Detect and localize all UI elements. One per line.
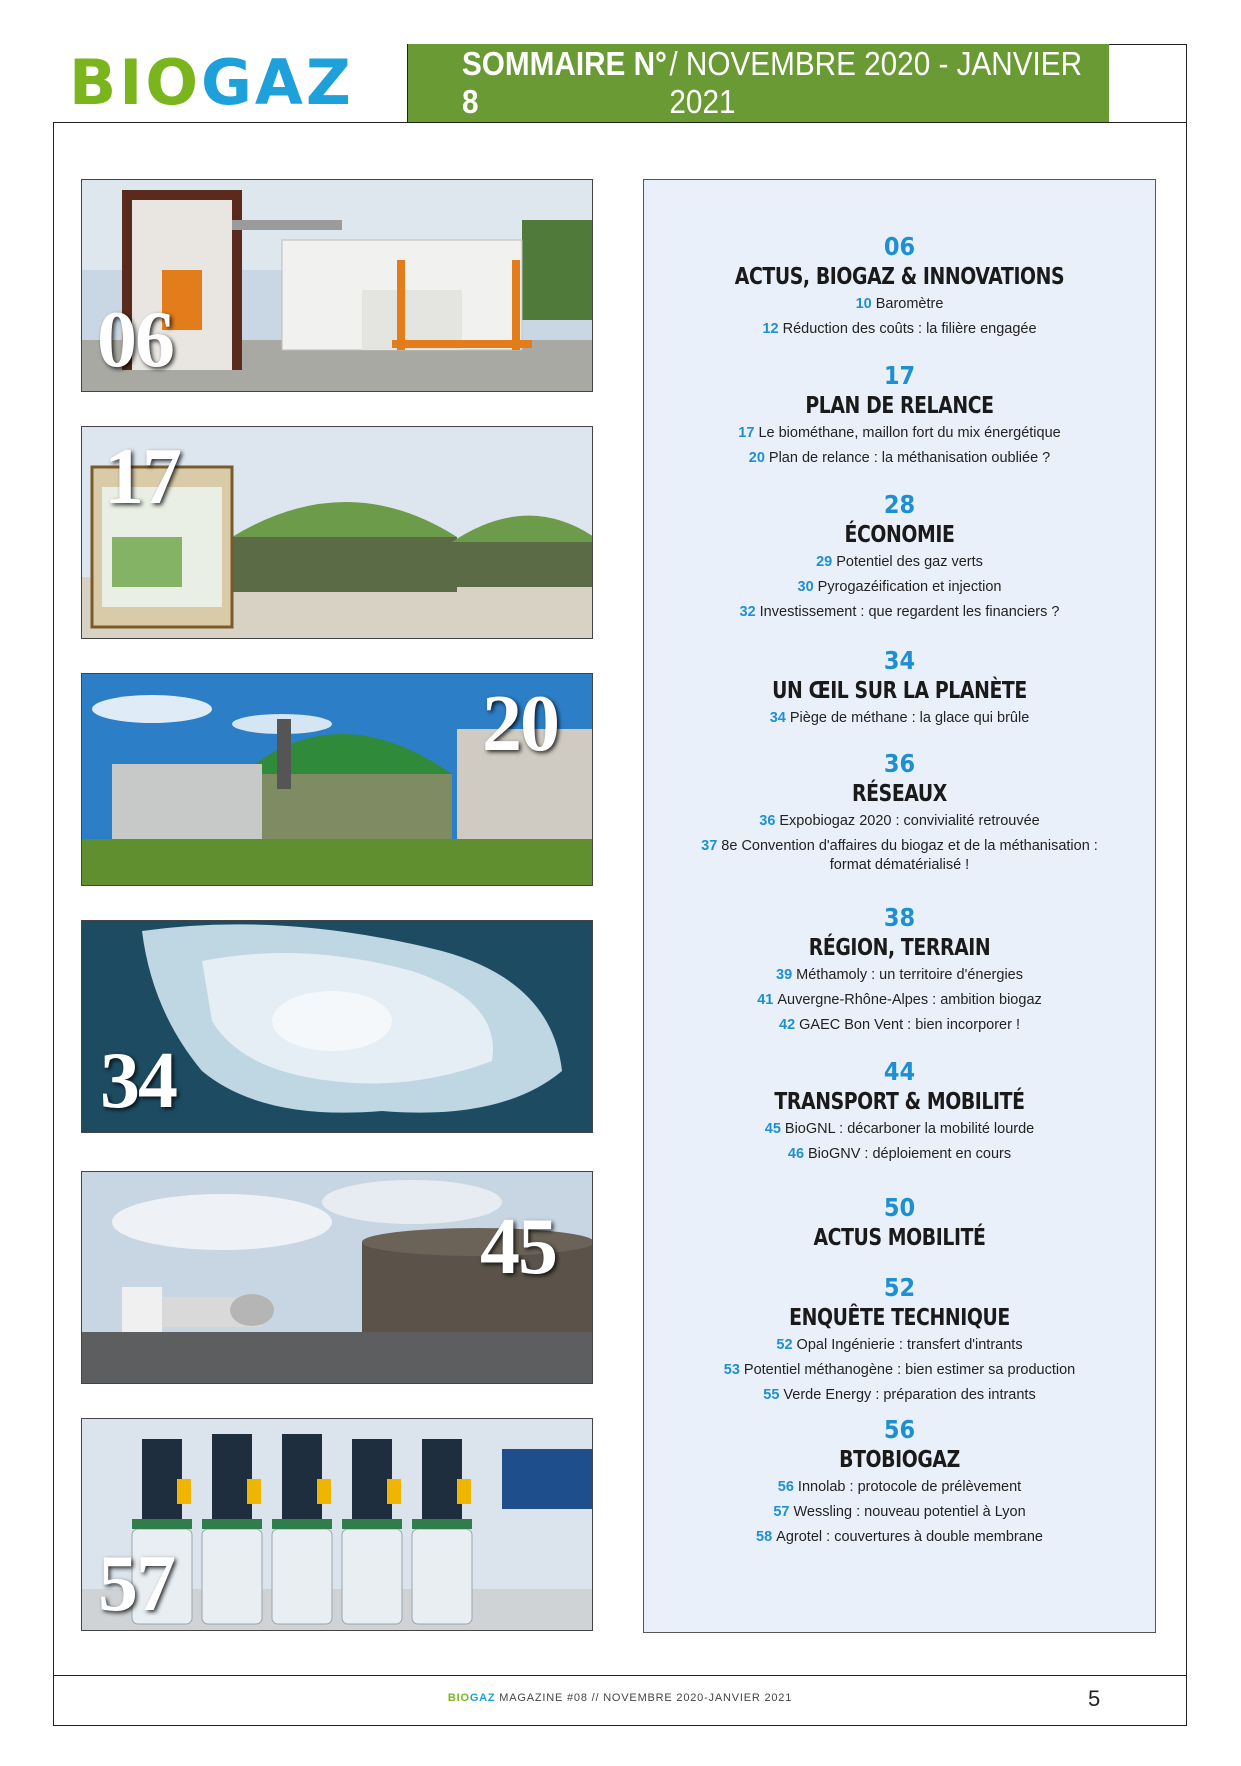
item-page-number: 41	[757, 992, 774, 1008]
photo-ice	[81, 920, 593, 1133]
item-title: Plan de relance : la méthanisation oubliée ?	[768, 450, 1051, 466]
item-page-number: 46	[787, 1146, 805, 1162]
item-title: Pyrogazéification et injection	[817, 579, 1002, 595]
issue-period: / NOVEMBRE 2020 - JANVIER 2021	[669, 45, 1083, 120]
item-page-number: 42	[779, 1017, 796, 1033]
item-title: Baromètre	[875, 296, 944, 312]
toc-item	[644, 706, 1155, 731]
header	[53, 44, 1187, 122]
toc-item	[644, 1333, 1155, 1358]
footer-brand-bio: BIO	[447, 1692, 470, 1704]
toc-section	[644, 232, 1155, 342]
item-page-number: 56	[777, 1479, 794, 1495]
toc-section	[644, 749, 1155, 875]
section-title: UN ŒIL SUR LA PLANÈTE	[772, 678, 1027, 704]
item-title: Expobiogaz 2020 : convivialité retrouvée	[779, 813, 1040, 829]
item-title: Agrotel : couvertures à double membrane	[776, 1529, 1043, 1545]
photo-number: 34	[100, 1037, 176, 1125]
item-page-number: 34	[769, 710, 786, 726]
item-title: Piège de méthane : la glace qui brûle	[789, 710, 1030, 726]
toc-item	[644, 1117, 1155, 1142]
toc-item	[644, 809, 1155, 834]
toc-section	[644, 490, 1155, 625]
section-page-number: 56	[883, 1415, 916, 1444]
toc-item	[644, 292, 1155, 317]
item-title: Wessling : nouveau potentiel à Lyon	[793, 1504, 1026, 1520]
item-page-number: 30	[797, 579, 814, 595]
item-title: Potentiel méthanogène : bien estimer sa production	[743, 1362, 1076, 1378]
toc-section	[644, 361, 1155, 471]
item-page-number: 17	[738, 425, 755, 441]
item-page-number: 57	[773, 1504, 790, 1520]
photo-station	[81, 1171, 593, 1384]
toc-item	[644, 1475, 1155, 1500]
section-page-number: 28	[883, 490, 916, 519]
item-title: 8e Convention d'affaires du biogaz et de la méthanisation : format dématérialisé !	[721, 838, 1098, 873]
toc-section	[644, 1415, 1155, 1550]
toc-item	[644, 317, 1155, 342]
page-number: 5	[1088, 1686, 1101, 1711]
table-of-contents	[643, 179, 1156, 1633]
photo-green-domes	[81, 673, 593, 886]
toc-item	[644, 575, 1155, 600]
item-page-number: 12	[762, 321, 779, 337]
issue-title	[408, 44, 1109, 122]
section-page-number: 52	[883, 1273, 916, 1302]
section-title: TRANSPORT & MOBILITÉ	[774, 1089, 1025, 1115]
toc-item	[644, 421, 1155, 446]
item-page-number: 53	[723, 1362, 740, 1378]
footer-brand-gaz: GAZ	[469, 1692, 496, 1704]
item-page-number: 52	[776, 1337, 793, 1353]
item-title: Réduction des coûts : la filière engagée	[782, 321, 1037, 337]
item-title: BioGNL : décarboner la mobilité lourde	[784, 1121, 1035, 1137]
toc-item	[644, 1525, 1155, 1550]
item-title: Verde Energy : préparation des intrants	[783, 1387, 1036, 1403]
item-page-number: 36	[759, 813, 776, 829]
item-page-number: 39	[776, 967, 793, 983]
item-title: Potentiel des gaz verts	[836, 554, 983, 570]
item-title: Opal Ingénierie : transfert d'intrants	[796, 1337, 1023, 1353]
section-title: ACTUS, BIOGAZ & INNOVATIONS	[734, 264, 1065, 290]
photo-number: 45	[480, 1203, 556, 1291]
toc-item	[644, 446, 1155, 471]
photo-number: 57	[98, 1540, 174, 1628]
item-page-number: 37	[701, 838, 718, 854]
photo-number: 20	[482, 680, 558, 768]
section-page-number: 38	[883, 903, 916, 932]
header-divider	[53, 122, 1187, 123]
toc-item	[644, 1383, 1155, 1408]
item-page-number: 58	[756, 1529, 773, 1545]
footer	[53, 1692, 1187, 1704]
toc-item	[644, 1142, 1155, 1167]
toc-section	[644, 903, 1155, 1038]
toc-item	[644, 1013, 1155, 1038]
item-page-number: 29	[816, 554, 833, 570]
footer-text: MAGAZINE #08 // NOVEMBRE 2020-JANVIER 2021	[495, 1692, 793, 1704]
photo-equipment	[81, 179, 593, 392]
section-title: ACTUS MOBILITÉ	[813, 1225, 986, 1251]
section-title: PLAN DE RELANCE	[805, 393, 994, 419]
item-title: Le biométhane, maillon fort du mix énergétique	[758, 425, 1061, 441]
toc-item	[644, 600, 1155, 625]
toc-section	[644, 646, 1155, 731]
toc-item	[644, 834, 1155, 875]
issue-number: SOMMAIRE N° 8	[462, 45, 667, 120]
item-page-number: 32	[739, 604, 756, 620]
section-title: RÉSEAUX	[852, 781, 947, 807]
toc-section	[644, 1057, 1155, 1167]
toc-section	[644, 1193, 1155, 1253]
toc-item	[644, 1358, 1155, 1383]
section-title: ÉCONOMIE	[844, 522, 955, 548]
photo-domes	[81, 426, 593, 639]
item-page-number: 45	[764, 1121, 781, 1137]
section-page-number: 34	[883, 646, 916, 675]
section-title: ENQUÊTE TECHNIQUE	[789, 1305, 1010, 1331]
item-title: Méthamoly : un territoire d'énergies	[796, 967, 1023, 983]
toc-item	[644, 988, 1155, 1013]
section-title: RÉGION, TERRAIN	[808, 935, 991, 961]
item-title: Auvergne-Rhône-Alpes : ambition biogaz	[777, 992, 1042, 1008]
toc-section	[644, 1273, 1155, 1408]
section-page-number: 36	[883, 749, 916, 778]
item-title: Innolab : protocole de prélèvement	[797, 1479, 1022, 1495]
logo	[53, 44, 408, 122]
section-page-number: 06	[883, 232, 916, 261]
item-title: Investissement : que regardent les financiers ?	[759, 604, 1060, 620]
item-page-number: 20	[748, 450, 765, 466]
section-page-number: 44	[883, 1057, 916, 1086]
item-title: BioGNV : déploiement en cours	[808, 1146, 1012, 1162]
toc-item	[644, 963, 1155, 988]
toc-item	[644, 1500, 1155, 1525]
photo-lab	[81, 1418, 593, 1631]
toc-item	[644, 550, 1155, 575]
photo-number: 17	[104, 433, 180, 521]
section-title: BTOBIOGAZ	[839, 1447, 960, 1473]
section-page-number: 50	[883, 1193, 916, 1222]
item-page-number: 55	[763, 1387, 780, 1403]
logo-text-bio: BIO	[69, 46, 202, 119]
photo-number: 06	[97, 296, 173, 384]
footer-divider	[53, 1675, 1187, 1676]
logo-text-gaz: GAZ	[201, 46, 354, 119]
item-page-number: 10	[855, 296, 872, 312]
section-page-number: 17	[883, 361, 916, 390]
item-title: GAEC Bon Vent : bien incorporer !	[799, 1017, 1020, 1033]
